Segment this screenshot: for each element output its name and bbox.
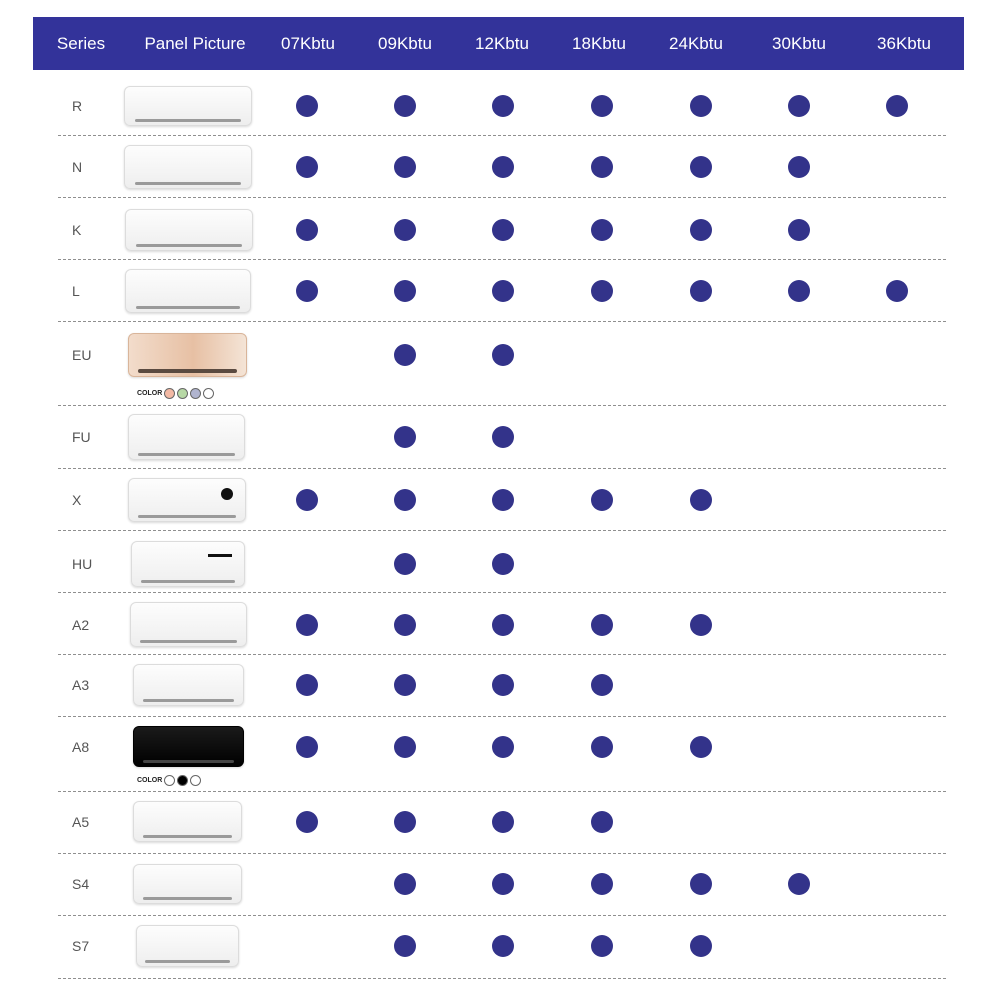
color-options bbox=[137, 774, 201, 788]
air-vent bbox=[141, 580, 235, 583]
panel-picture-white-indoor-unit bbox=[128, 414, 245, 460]
air-vent bbox=[138, 515, 235, 518]
color-swatch bbox=[190, 775, 201, 786]
availability-dot bbox=[591, 674, 613, 696]
color-swatch bbox=[164, 775, 175, 786]
availability-dot bbox=[492, 674, 514, 696]
panel-picture-white-unit-bar-display bbox=[131, 541, 245, 587]
color-label: COLOR bbox=[137, 777, 163, 784]
availability-dot bbox=[690, 219, 712, 241]
availability-dot bbox=[591, 280, 613, 302]
availability-dot bbox=[690, 156, 712, 178]
availability-dot bbox=[492, 873, 514, 895]
color-swatch bbox=[203, 388, 214, 399]
series-label: EU bbox=[72, 347, 92, 363]
availability-dot bbox=[394, 811, 416, 833]
series-label: S4 bbox=[72, 876, 90, 892]
availability-dot bbox=[591, 736, 613, 758]
panel-picture-white-indoor-unit bbox=[130, 602, 247, 647]
availability-dot bbox=[492, 219, 514, 241]
availability-dot bbox=[591, 873, 613, 895]
panel-picture-white-indoor-unit bbox=[133, 864, 242, 904]
color-label: COLOR bbox=[137, 390, 163, 397]
color-swatch bbox=[177, 388, 188, 399]
table-header bbox=[33, 17, 964, 70]
panel-picture-white-indoor-unit bbox=[125, 209, 253, 251]
availability-dot bbox=[394, 736, 416, 758]
panel-picture-white-indoor-unit bbox=[133, 801, 242, 842]
availability-dot bbox=[591, 95, 613, 117]
air-vent bbox=[140, 640, 237, 643]
series-label: A5 bbox=[72, 813, 90, 830]
panel-picture-white-unit-round-display bbox=[128, 478, 246, 522]
availability-dot bbox=[296, 674, 318, 696]
availability-dot bbox=[492, 95, 514, 117]
availability-dot bbox=[690, 935, 712, 957]
availability-dot bbox=[591, 489, 613, 511]
capacity-header-36: 36Kbtu bbox=[877, 34, 931, 53]
air-vent bbox=[138, 369, 236, 373]
capacity-header-24: 24Kbtu bbox=[669, 34, 723, 53]
availability-dot bbox=[394, 614, 416, 636]
panel-picture-black-indoor-unit bbox=[133, 726, 244, 767]
color-swatch bbox=[190, 388, 201, 399]
availability-dot bbox=[886, 280, 908, 302]
availability-dot bbox=[296, 95, 318, 117]
capacity-header-12: 12Kbtu bbox=[475, 34, 529, 53]
bar-display bbox=[208, 554, 232, 557]
panel-picture-rose-gold-indoor-unit bbox=[128, 333, 247, 377]
availability-dot bbox=[394, 219, 416, 241]
series-label: A2 bbox=[72, 616, 90, 633]
availability-dot bbox=[788, 156, 810, 178]
availability-dot bbox=[492, 156, 514, 178]
availability-dot bbox=[394, 280, 416, 302]
availability-dot bbox=[788, 219, 810, 241]
availability-dot bbox=[296, 736, 318, 758]
availability-dot bbox=[394, 156, 416, 178]
availability-dot bbox=[788, 280, 810, 302]
color-swatch bbox=[177, 775, 188, 786]
air-vent bbox=[135, 182, 241, 185]
availability-dot bbox=[492, 426, 514, 448]
availability-dot bbox=[591, 935, 613, 957]
panel-picture-white-indoor-unit bbox=[133, 664, 244, 706]
panel-picture-white-indoor-unit bbox=[136, 925, 239, 967]
air-vent bbox=[143, 897, 233, 900]
air-vent bbox=[143, 760, 235, 763]
air-vent bbox=[138, 453, 235, 456]
availability-dot bbox=[394, 674, 416, 696]
availability-dot bbox=[690, 95, 712, 117]
availability-dot bbox=[296, 156, 318, 178]
color-swatch bbox=[164, 388, 175, 399]
availability-dot bbox=[394, 426, 416, 448]
availability-dot bbox=[394, 873, 416, 895]
availability-dot bbox=[296, 219, 318, 241]
availability-dot bbox=[492, 280, 514, 302]
availability-dot bbox=[296, 614, 318, 636]
availability-dot bbox=[394, 489, 416, 511]
availability-dot bbox=[492, 344, 514, 366]
availability-dot bbox=[492, 811, 514, 833]
air-vent bbox=[135, 119, 241, 122]
availability-dot bbox=[296, 280, 318, 302]
availability-dot bbox=[394, 935, 416, 957]
availability-dot bbox=[394, 95, 416, 117]
series-label: FU bbox=[72, 429, 91, 445]
series-label: R bbox=[72, 98, 83, 114]
panel-picture-white-indoor-unit bbox=[124, 86, 252, 126]
availability-dot bbox=[591, 811, 613, 833]
availability-dot bbox=[492, 489, 514, 511]
availability-dot bbox=[591, 614, 613, 636]
air-vent bbox=[143, 699, 235, 702]
availability-dot bbox=[492, 553, 514, 575]
availability-dot bbox=[690, 873, 712, 895]
series-label: S7 bbox=[72, 938, 90, 954]
panel-picture-white-indoor-unit bbox=[124, 145, 252, 189]
availability-dot bbox=[690, 280, 712, 302]
availability-dot bbox=[591, 156, 613, 178]
series-label: K bbox=[72, 222, 82, 238]
series-label: N bbox=[72, 159, 83, 175]
availability-dot bbox=[296, 811, 318, 833]
series-label: A8 bbox=[72, 738, 90, 755]
air-vent bbox=[145, 960, 230, 963]
air-vent bbox=[136, 244, 242, 247]
series-label: L bbox=[72, 283, 80, 299]
round-display bbox=[221, 488, 233, 500]
availability-dot bbox=[492, 614, 514, 636]
availability-dot bbox=[492, 935, 514, 957]
capacity-header-18: 18Kbtu bbox=[572, 34, 626, 53]
series-column-header: Series bbox=[56, 34, 106, 53]
panel-picture-column-header: Panel Picture bbox=[144, 34, 246, 53]
availability-dot bbox=[394, 344, 416, 366]
availability-dot bbox=[788, 95, 810, 117]
panel-picture-white-indoor-unit bbox=[125, 269, 251, 313]
availability-dot bbox=[296, 489, 318, 511]
availability-dot bbox=[690, 736, 712, 758]
availability-dot bbox=[492, 736, 514, 758]
availability-dot bbox=[886, 95, 908, 117]
series-label: HU bbox=[72, 556, 93, 572]
color-options bbox=[137, 387, 214, 401]
capacity-header-09: 09Kbtu bbox=[378, 34, 432, 53]
capacity-header-07: 07Kbtu bbox=[281, 34, 335, 53]
availability-dot bbox=[690, 489, 712, 511]
series-label: X bbox=[72, 492, 82, 508]
availability-dot bbox=[788, 873, 810, 895]
air-vent bbox=[143, 835, 233, 838]
availability-dot bbox=[591, 219, 613, 241]
availability-dot bbox=[690, 614, 712, 636]
capacity-header-30: 30Kbtu bbox=[772, 34, 826, 53]
series-label: A3 bbox=[72, 677, 90, 693]
air-vent bbox=[136, 306, 240, 309]
availability-dot bbox=[394, 553, 416, 575]
